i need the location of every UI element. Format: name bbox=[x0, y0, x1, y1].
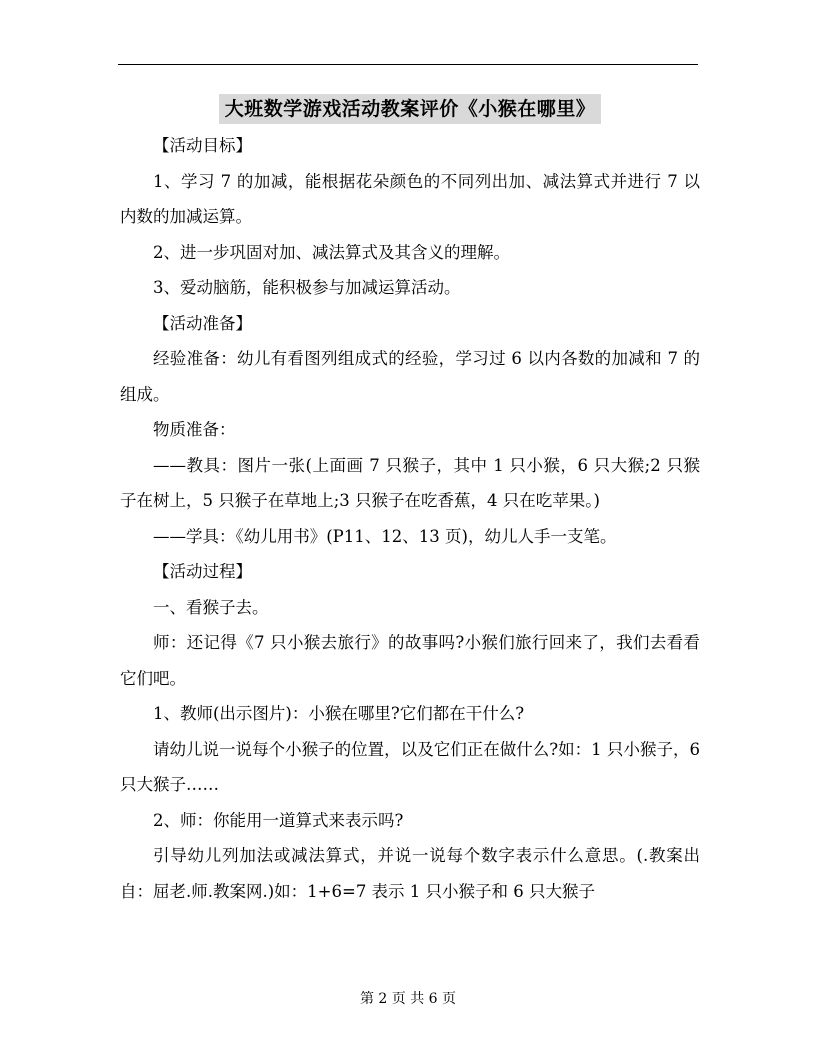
document-title: 大班数学游戏活动教案评价《小猴在哪里》 bbox=[219, 94, 602, 124]
paragraph: 1、教师(出示图片)：小猴在哪里?它们都在干什么? bbox=[153, 704, 525, 723]
paragraph: 请幼儿说一说每个小猴子的位置，以及它们正在做什么?如：1 只小猴子，6 只大猴子…… bbox=[120, 739, 700, 794]
paragraph: 经验准备：幼儿有看图列组成式的经验，学习过 6 以内各数的加减和 7 的组成。 bbox=[120, 349, 700, 404]
paragraph: 【活动准备】 bbox=[153, 313, 252, 333]
paragraph: 【活动过程】 bbox=[153, 562, 252, 581]
paragraph: 物质准备： bbox=[153, 420, 236, 439]
paragraph: 【活动目标】 bbox=[153, 136, 252, 155]
paragraph: 一、看猴子去。 bbox=[153, 597, 269, 617]
paragraph: 引导幼儿列加法或减法算式，并说一说每个数字表示什么意思。(.教案出自：屈老.师.教案网.)如：1+6=7 表示 1 只小猴子和 6 只大猴子 bbox=[120, 846, 700, 901]
paragraph: 师：还记得《7 只小猴去旅行》的故事吗?小猴们旅行回来了，我们去看看它们吧。 bbox=[120, 633, 700, 688]
page-number: 第 2 页 共 6 页 bbox=[359, 991, 457, 1007]
paragraph: 1、学习 7 的加减，能根据花朵颜色的不同列出加、减法算式并进行 7 以内数的加减运算。 bbox=[120, 171, 700, 226]
paragraph: 3、爱动脑筋，能积极参与加减运算活动。 bbox=[153, 278, 461, 297]
paragraph-list bbox=[120, 128, 700, 909]
paragraph: ——学具：《幼儿用书》(P11、12、13 页)，幼儿人手一支笔。 bbox=[153, 526, 617, 546]
paragraph: 2、进一步巩固对加、减法算式及其含义的理解。 bbox=[153, 242, 510, 262]
document-title-wrapper bbox=[120, 94, 700, 124]
paragraph: 2、师：你能用一道算式来表示吗? bbox=[153, 810, 404, 830]
header-rule bbox=[118, 64, 698, 65]
paragraph: ——教具：图片一张(上面画 7 只猴子，其中 1 只小猴，6 只大猴;2 只猴子在树上，5 只猴子在草地上;3 只猴子在吃香蕉，4 只在吃苹果。) bbox=[120, 455, 700, 510]
document-body bbox=[120, 94, 700, 909]
